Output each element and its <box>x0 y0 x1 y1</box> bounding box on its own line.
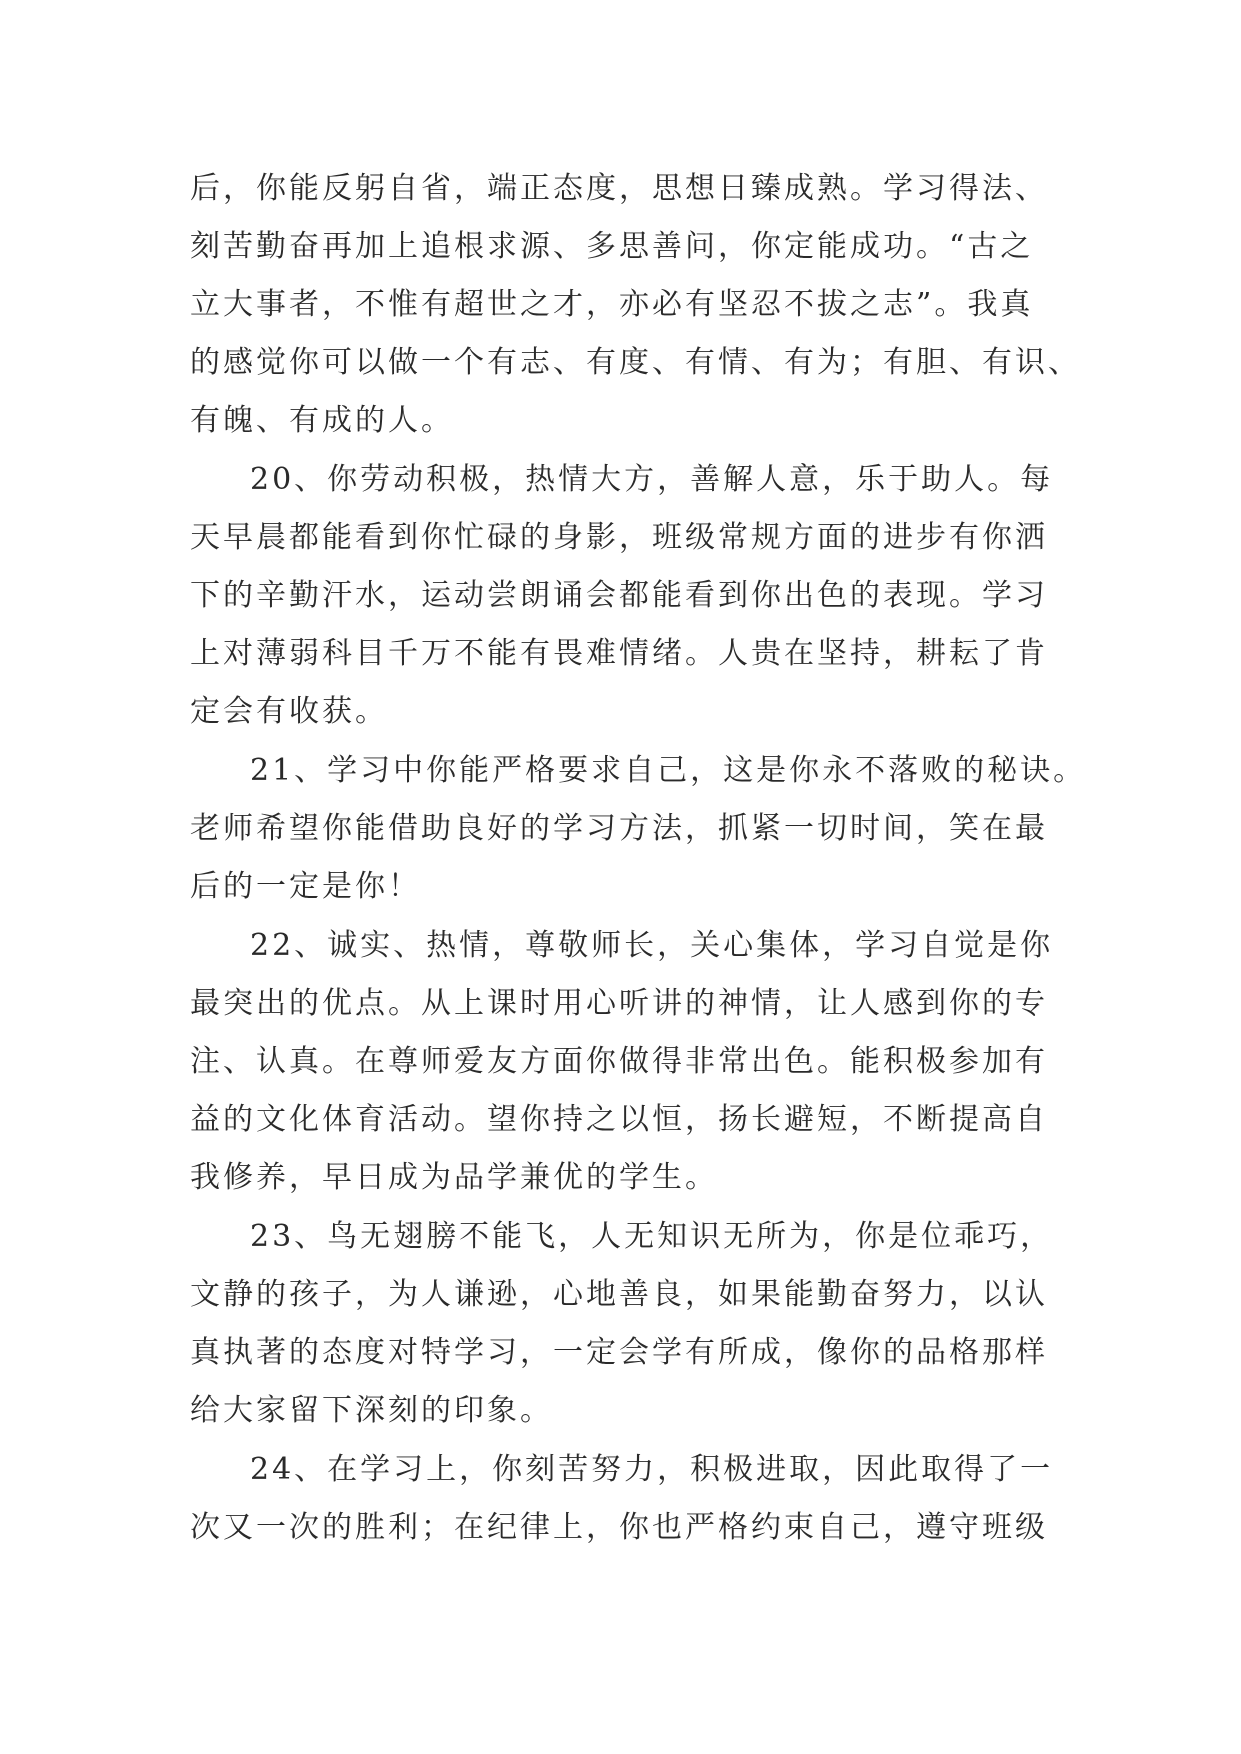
text-line: 文静的孩子，为人谦逊，心地善良，如果能勤奋努力，以认 <box>190 1277 1048 1312</box>
paragraph-22 <box>190 917 1090 1207</box>
text-line: 23、鸟无翅膀不能飞，人无知识无所为，你是位乖巧， <box>250 1219 1054 1254</box>
text-line: 24、在学习上，你刻苦努力，积极进取，因此取得了一 <box>250 1452 1054 1487</box>
text-line: 21、学习中你能严格要求自己，这是你永不落败的秘诀。 <box>250 753 1087 788</box>
text-line: 22、诚实、热情，尊敬师长，关心集体，学习自觉是你 <box>250 928 1054 963</box>
text-line: 次又一次的胜利；在纪律上，你也严格约束自己，遵守班级 <box>190 1510 1048 1545</box>
text-line: 定会有收获。 <box>190 694 388 729</box>
text-line: 老师希望你能借助良好的学习方法，抓紧一切时间，笑在最 <box>190 811 1048 846</box>
document-body <box>190 160 1090 1557</box>
text-line: 真执著的态度对特学习，一定会学有所成，像你的品格那样 <box>190 1335 1048 1370</box>
text-line: 注、认真。在尊师爱友方面你做得非常出色。能积极参加有 <box>190 1044 1048 1079</box>
paragraph-23 <box>190 1208 1090 1440</box>
text-line: 有魄、有成的人。 <box>190 403 454 438</box>
text-line: 立大事者，不惟有超世之才，亦必有坚忍不拔之志”。我真 <box>190 287 1034 322</box>
text-line: 最突出的优点。从上课时用心听讲的神情，让人感到你的专 <box>190 986 1048 1021</box>
text-line: 的感觉你可以做一个有志、有度、有情、有为；有胆、有识、 <box>190 345 1081 380</box>
text-line: 刻苦勤奋再加上追根求源、多思善问，你定能成功。“古之 <box>190 229 1034 264</box>
text-line: 后，你能反躬自省，端正态度，思想日臻成熟。学习得法、 <box>190 171 1048 206</box>
text-line: 我修养，早日成为品学兼优的学生。 <box>190 1160 718 1195</box>
paragraph-20 <box>190 451 1090 741</box>
text-line: 天早晨都能看到你忙碌的身影，班级常规方面的进步有你洒 <box>190 520 1048 555</box>
paragraph-continuation <box>190 160 1090 450</box>
text-line: 后的一定是你！ <box>190 869 421 904</box>
paragraph-21 <box>190 742 1090 916</box>
text-line: 益的文化体育活动。望你持之以恒，扬长避短，不断提高自 <box>190 1102 1048 1137</box>
text-line: 下的辛勤汗水，运动尝朗诵会都能看到你出色的表现。学习 <box>190 578 1048 613</box>
text-line: 上对薄弱科目千万不能有畏难情绪。人贵在坚持，耕耘了肯 <box>190 636 1048 671</box>
paragraph-24 <box>190 1441 1090 1557</box>
text-line: 给大家留下深刻的印象。 <box>190 1393 553 1428</box>
text-line: 20、你劳动积极，热情大方，善解人意，乐于助人。每 <box>250 462 1054 497</box>
